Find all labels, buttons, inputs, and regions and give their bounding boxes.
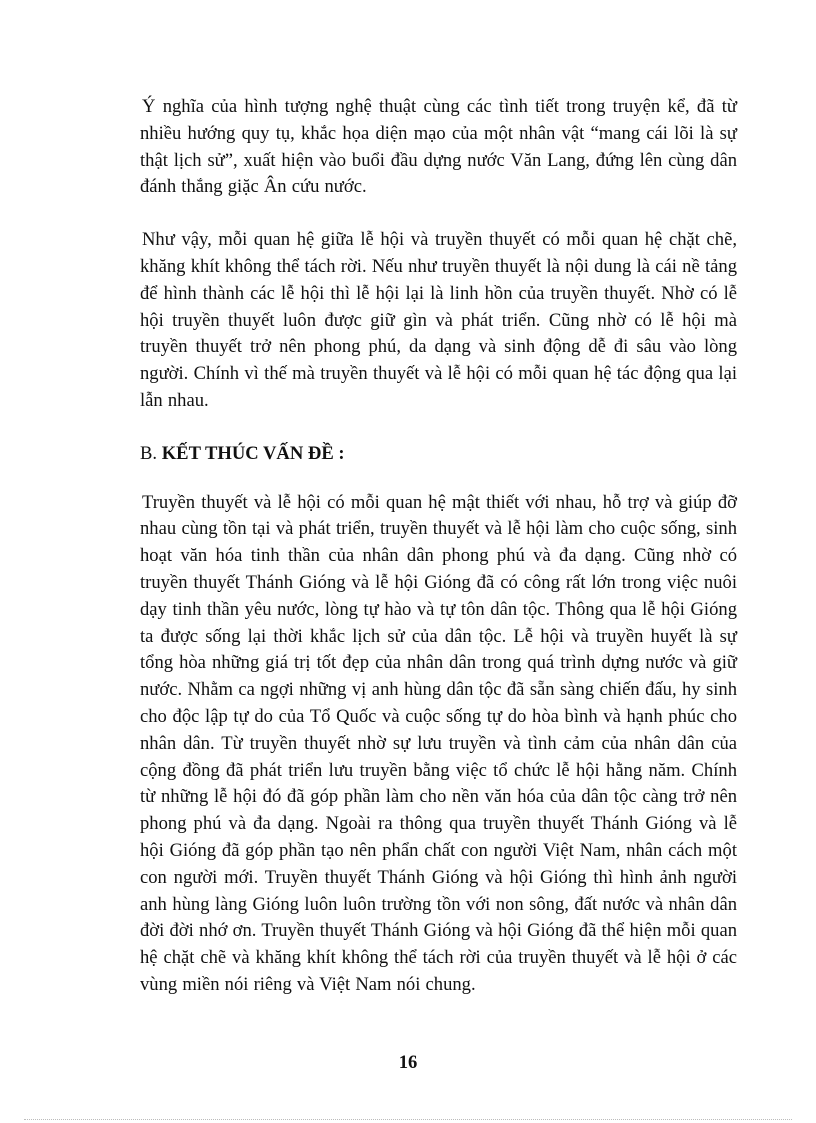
section-heading: [140, 441, 737, 468]
paragraph-conclusion: Truyền thuyết và lễ hội có mỗi quan hệ mật thiết với nhau, hỗ trợ và giúp đỡ nhau cùng tồn tại và phát triển, truyền thuyết và lễ hội làm cho cuộc sống, sinh hoạt văn hóa tinh thần của nhân dân phong phú và đa dạng. Cũng nhờ có truyền thuyết Thánh Gióng và lễ hội Gióng đã có công rất lớn trong việc nuôi dạy tinh thần yêu nước, lòng tự hào và tự tôn dân tộc. Thông qua lễ hội Gióng ta được sống lại thời khắc lịch sử của dân tộc. Lễ hội và truyền huyết là sự tổng hòa những giá trị tốt đẹp của nhân dân trong quá trình dựng nước và giữ nước. Nhằm ca ngợi những vị anh hùng dân tộc đã sẵn sàng chiến đấu, hy sinh cho độc lập tự do của Tổ Quốc và cuộc sống tự do hòa bình và hạnh phúc cho nhân dân. Từ truyền thuyết nhờ sự lưu truyền và tình cảm của nhân dân của cộng đồng đã phát triển lưu truyền bằng việc tổ chức lễ hội hằng năm. Chính từ những lễ hội đó đã góp phần làm cho nền văn hóa của dân tộc càng trở nên phong phú và đa dạng. Ngoài ra thông qua truyền thuyết Thánh Gióng và lễ hội Gióng đã góp phần tạo nên phẩn chất con người Việt Nam, nhân cách một con người mới. Truyền thuyết Thánh Gióng và hội Gióng thì hình ảnh người anh hùng làng Gióng luôn luôn trường tồn với non sông, đất nước và nhân dân đời đời nhớ ơn. Truyền thuyết Thánh Gióng và hội Gióng đã thể hiện mỗi quan hệ chặt chẽ và khăng khít không thể tách rời của truyền thuyết và lễ hội ở các vùng miền nói riêng và Việt Nam nói chung.: [140, 491, 737, 995]
section-title: KẾT THÚC VẤN ĐỀ :: [161, 442, 345, 464]
page-bottom-divider: [24, 1119, 792, 1120]
page-number: 16: [398, 1052, 418, 1073]
paragraph-meaning: Ý nghĩa của hình tượng nghệ thuật cùng các tình tiết trong truyện kể, đã từ nhiều hướng quy tụ, khắc họa diện mạo của một nhân vật “mang cái lõi là sự thật lịch sử”, xuất hiện vào buổi đầu dựng nước Văn Lang, đứng lên cùng dân đánh thắng giặc Ân cứu nước.: [140, 96, 737, 198]
section-number: B.: [140, 442, 158, 464]
page-body: [140, 94, 737, 999]
paragraph-relationship: Như vậy, mỗi quan hệ giữa lễ hội và truyền thuyết có mỗi quan hệ chặt chẽ, khăng khít không thể tách rời. Nếu như truyền thuyết là nội dung là cái nề tảng để hình thành các lễ hội thì lễ hội lại là linh hồn của truyền thuyết. Nhờ có lễ hội truyền thuyết luôn được giữ gìn và phát triển. Cũng nhờ có lễ hội mà truyền thuyết trở nên phong phú, da dạng và sinh động dễ đi sâu vào lòng người. Chính vì thế mà truyền thuyết và lễ hội có mỗi quan hệ tác động qua lại lẫn nhau.: [140, 229, 737, 411]
